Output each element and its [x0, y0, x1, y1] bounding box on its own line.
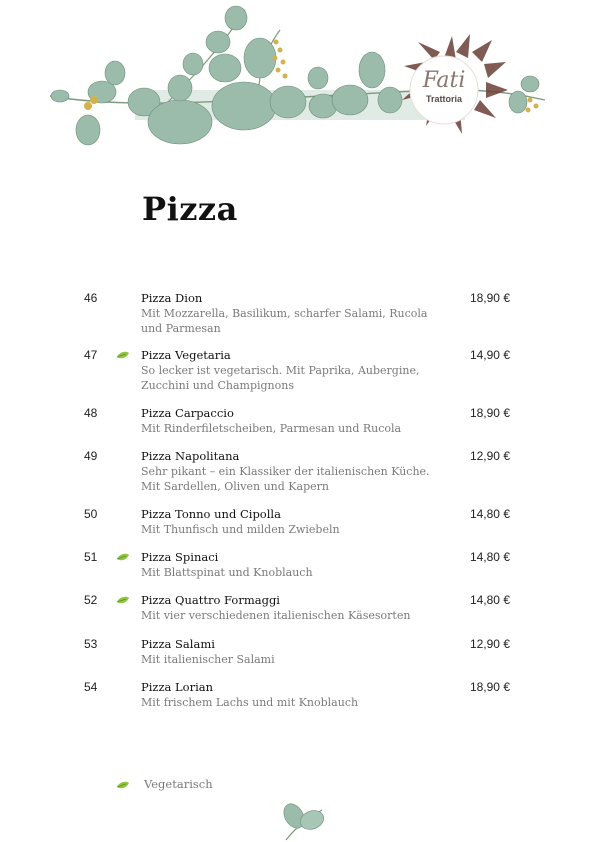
item-name: Pizza Spinaci [141, 550, 219, 564]
item-description: Mit Rinderfiletscheiben, Parmesan und Rucola [141, 422, 402, 435]
logo-subtitle: Trattoria [425, 94, 462, 104]
logo-name: Fati [422, 68, 466, 93]
leaf-icon [116, 553, 130, 562]
menu-item-48 [0, 406, 595, 449]
item-description: Mit vier verschiedenen italienischen Käsesorten [141, 609, 411, 622]
page-title: Pizza [142, 190, 238, 228]
item-description: Sehr pikant – ein Klassiker der italienischen Küche. Mit Sardellen, Oliven und Kapern [141, 465, 430, 493]
item-description: Mit Thunfisch und milden Zwiebeln [141, 523, 340, 536]
item-number: 50 [84, 507, 98, 521]
item-price: 12,90 € [469, 637, 510, 651]
item-number: 48 [84, 406, 98, 420]
item-number: 51 [84, 550, 98, 564]
item-name: Pizza Dion [141, 291, 203, 305]
item-number: 54 [84, 680, 98, 694]
menu-item-50 [0, 507, 595, 550]
item-price: 18,90 € [469, 406, 510, 420]
menu-item-51 [0, 550, 595, 593]
item-price: 18,90 € [469, 291, 510, 305]
leaf-icon [116, 351, 130, 360]
item-description: So lecker ist vegetarisch. Mit Paprika, Aubergine, Zucchini und Champignons [141, 364, 420, 392]
item-description: Mit Mozzarella, Basilikum, scharfer Salami, Rucola und Parmesan [141, 307, 428, 335]
item-price: 12,90 € [469, 449, 510, 463]
item-number: 53 [84, 637, 98, 651]
menu-item-54 [0, 680, 595, 723]
item-description: Mit italienischer Salami [141, 653, 275, 666]
menu-item-52 [0, 593, 595, 637]
item-number: 46 [84, 291, 98, 305]
item-price: 14,80 € [469, 507, 510, 521]
menu-item-49 [0, 449, 595, 507]
menu-item-53 [0, 637, 595, 680]
item-price: 14,90 € [469, 348, 510, 362]
item-number: 52 [84, 593, 98, 607]
item-number: 47 [84, 348, 98, 362]
leaf-icon [116, 781, 130, 790]
item-description: Mit frischem Lachs und mit Knoblauch [141, 696, 359, 709]
item-name: Pizza Salami [141, 637, 215, 651]
trattoria-logo [404, 50, 484, 130]
menu-item-46 [0, 291, 595, 348]
menu-item-47 [0, 348, 595, 406]
eucalyptus-sprig-icon [278, 796, 330, 842]
menu-list [0, 291, 595, 723]
item-name: Pizza Carpaccio [141, 406, 234, 420]
item-price: 14,80 € [469, 593, 510, 607]
item-name: Pizza Tonno und Cipolla [141, 507, 281, 521]
item-price: 18,90 € [469, 680, 510, 694]
item-number: 49 [84, 449, 98, 463]
item-description: Mit Blattspinat und Knoblauch [141, 566, 313, 579]
item-name: Pizza Napolitana [141, 449, 240, 463]
item-name: Pizza Vegetaria [141, 348, 231, 362]
item-price: 14,80 € [469, 550, 510, 564]
legend-label: Vegetarisch [144, 777, 213, 791]
item-name: Pizza Quattro Formaggi [141, 593, 280, 607]
leaf-icon [116, 596, 130, 605]
item-name: Pizza Lorian [141, 680, 214, 694]
